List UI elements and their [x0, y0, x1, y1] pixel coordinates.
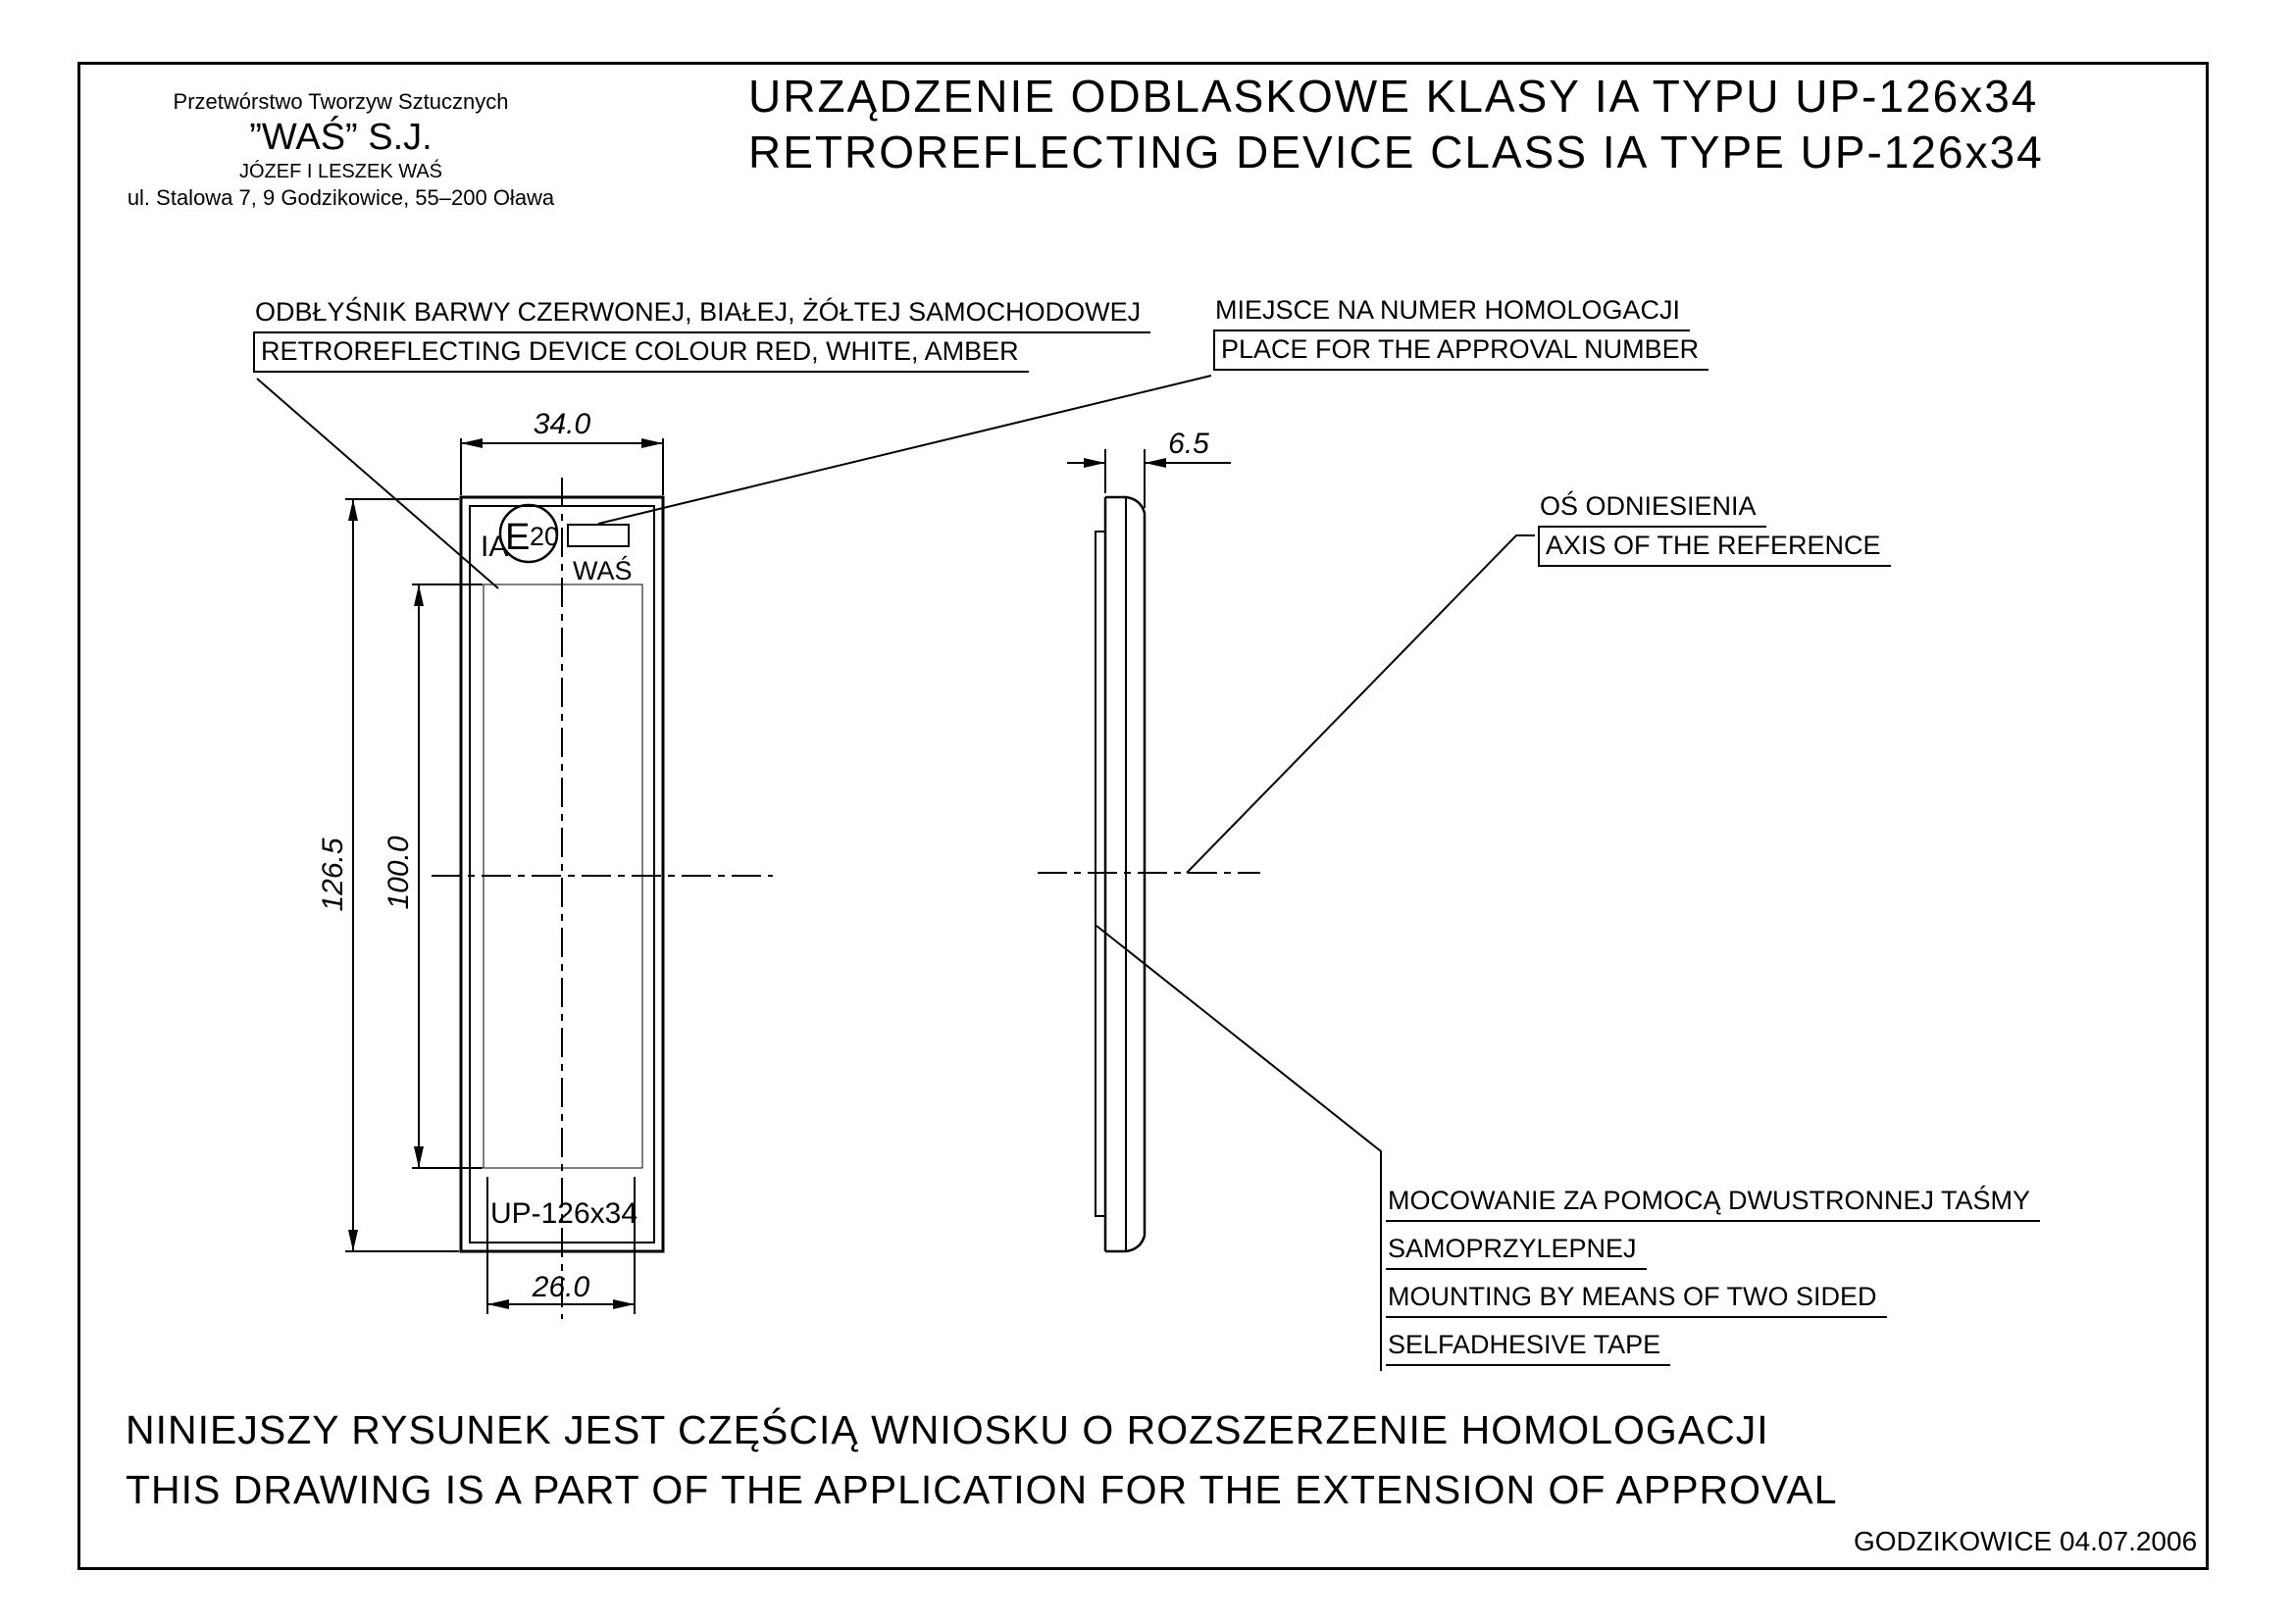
label-approval-number-en: PLACE FOR THE APPROVAL NUMBER: [1213, 331, 1708, 371]
leader-lines: [257, 376, 1535, 1371]
label-approval-number: [1213, 292, 1708, 371]
front-view: [432, 478, 773, 1319]
title-line-en: RETROREFLECTING DEVICE CLASS IA TYPE UP-126x34: [748, 127, 2044, 178]
label-reflector-colour-en: RETROREFLECTING DEVICE COLOUR RED, WHITE, AMBER: [253, 333, 1029, 373]
marking-class: IA: [481, 531, 509, 563]
company-owners: JÓZEF I LESZEK WAŚ: [238, 161, 443, 182]
label-mounting-en2: SELFADHESIVE TAPE: [1386, 1327, 1670, 1366]
footer-note-pl: NINIEJSZY RYSUNEK JEST CZĘŚCIĄ WNIOSKU O ROZSZERZENIE HOMOLOGACJI: [126, 1407, 1769, 1452]
marking-e-number: 20: [530, 522, 560, 551]
leader-approval-number: [598, 376, 1211, 524]
label-mounting-pl1: MOCOWANIE ZA POMOCĄ DWUSTRONNEJ TAŚMY: [1386, 1183, 2040, 1222]
leader-reflector-colour: [257, 379, 498, 588]
label-mounting-tape: [1386, 1183, 2040, 1375]
place-date: GODZIKOWICE 04.07.2006: [1854, 1526, 2198, 1556]
marking-brand: WAŚ: [573, 556, 633, 585]
title-line-pl: URZĄDZENIE ODBLASKOWE KLASY IA TYPU UP-126x34: [748, 71, 2039, 122]
dim-active-height: 100.0: [382, 836, 415, 910]
label-reflector-colour: [253, 294, 1150, 373]
company-activity: Przetwórstwo Tworzyw Sztucznych: [173, 89, 509, 114]
dim-overall-width: 34.0: [533, 408, 591, 440]
label-axis-en: AXIS OF THE REFERENCE: [1538, 528, 1891, 567]
marking-type: UP-126x34: [489, 1197, 638, 1230]
leader-mounting-tape: [1096, 926, 1381, 1371]
label-axis-reference: [1538, 488, 1891, 567]
dim-thickness: 6.5: [1168, 428, 1209, 460]
label-reflector-colour-pl: ODBŁYŚNIK BARWY CZERWONEJ, BIAŁEJ, ŻÓŁTEJ SAMOCHODOWEJ: [253, 294, 1150, 333]
footer-note-en: THIS DRAWING IS A PART OF THE APPLICATION FOR THE EXTENSION OF APPROVAL: [126, 1467, 1838, 1512]
label-axis-pl: OŚ ODNIESIENIA: [1538, 488, 1766, 528]
approval-number-placeholder: [568, 525, 629, 546]
label-mounting-en1: MOUNTING BY MEANS OF TWO SIDED: [1386, 1279, 1887, 1318]
label-mounting-pl2: SAMOPRZYLEPNEJ: [1386, 1231, 1647, 1270]
company-address: ul. Stalowa 7, 9 Godzikowice, 55–200 Oława: [127, 185, 555, 210]
side-view: [1038, 497, 1260, 1251]
marking-e: E: [505, 517, 531, 558]
leader-axis-reference: [1187, 535, 1535, 873]
label-approval-number-pl: MIEJSCE NA NUMER HOMOLOGACJI: [1213, 292, 1690, 331]
dimensions: [317, 408, 1231, 1314]
dim-active-width: 26.0: [532, 1271, 590, 1303]
company-name: ”WAŚ” S.J.: [249, 117, 433, 158]
footer-notes: [126, 1400, 1838, 1520]
dim-overall-height: 126.5: [317, 837, 349, 912]
